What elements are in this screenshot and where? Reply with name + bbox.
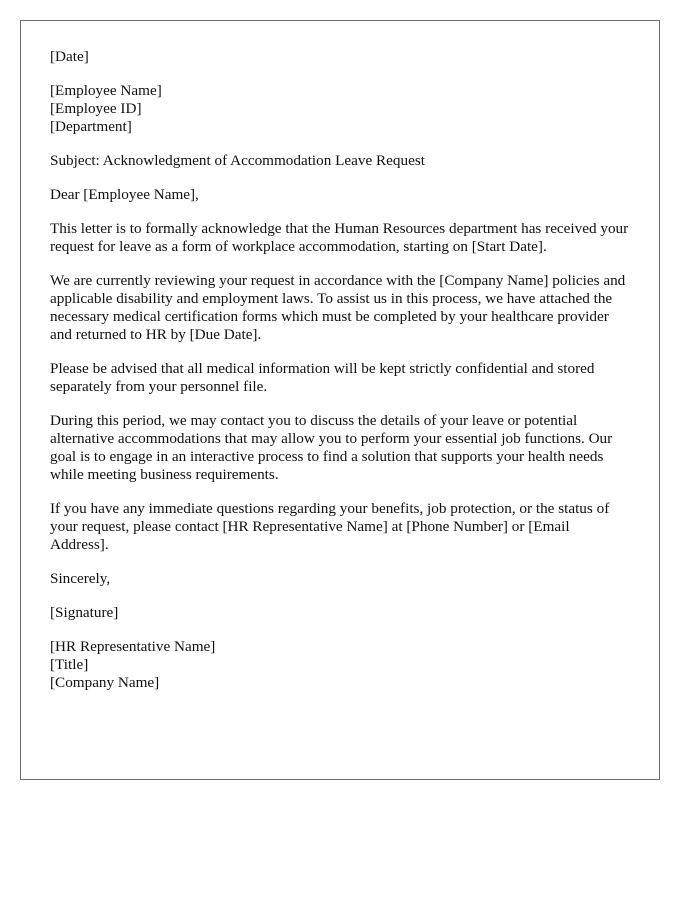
recipient-name: [Employee Name] — [50, 82, 162, 99]
body-paragraph: Please be advised that all medical information will be kept strictly confidential and stored separately from your personnel file. — [50, 360, 595, 395]
recipient-department: [Department] — [50, 118, 132, 135]
letter-page — [20, 20, 660, 780]
sender-name: [HR Representative Name] — [50, 638, 216, 655]
recipient-block — [50, 82, 630, 136]
sender-block — [50, 638, 630, 692]
body-paragraph: This letter is to formally acknowledge that the Human Resources department has received your request for leave as a form of workplace accommodation, starting on [Start Date]. — [50, 220, 629, 255]
signature-placeholder: [Signature] — [50, 604, 119, 621]
body-paragraph: If you have any immediate questions regarding your benefits, job protection, or the status of your request, please contact [HR Representative Name] at [Phone Number] or [Email Address]. — [50, 500, 610, 553]
letter-salutation: Dear [Employee Name], — [50, 186, 199, 203]
sender-company: [Company Name] — [50, 674, 160, 691]
body-paragraph: During this period, we may contact you to discuss the details of your leave or potential alternative accommodations that may allow you to perform your essential job functions. Our goal is to engage in an interactive process to find a solution that supports your health needs while meeting business requirements. — [50, 412, 613, 483]
recipient-id: [Employee ID] — [50, 100, 142, 117]
letter-closing: Sincerely, — [50, 570, 111, 587]
sender-title: [Title] — [50, 656, 89, 673]
letter-date: [Date] — [50, 48, 89, 65]
letter-subject: Subject: Acknowledgment of Accommodation Leave Request — [50, 152, 425, 169]
body-paragraph: We are currently reviewing your request in accordance with the [Company Name] policies and applicable disability and employment laws. To assist us in this process, we have attached the necessary medical certification forms which must be completed by your healthcare provider and returned to HR by [Due Date]. — [50, 272, 626, 343]
